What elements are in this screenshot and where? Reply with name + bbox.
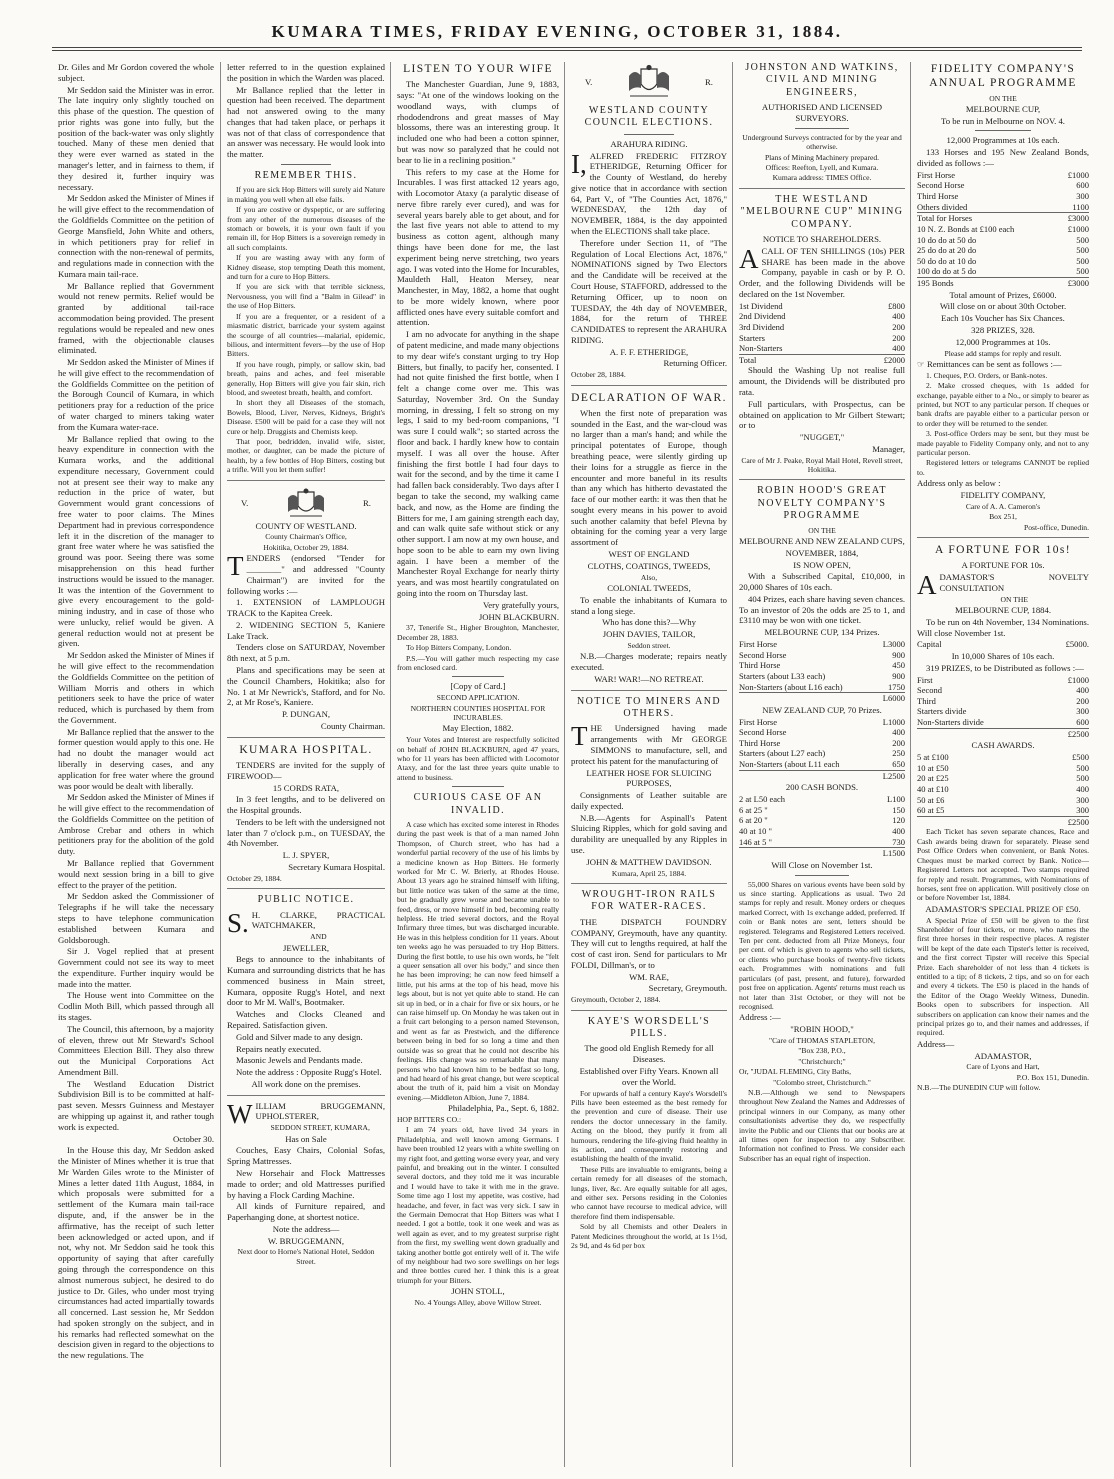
table-total-row: Total for Horses £3000: [917, 213, 1089, 224]
table-row: 10 at £50 500: [917, 762, 1089, 773]
report-paragraph: In the House this day, Mr Seddon asked the Minister of Mines whether it is true that Mr Warden Giles wrote to the Minister of Mines a letter dated 11th August, 1884, in which proposals were submitted for a settlement of the Kumara main tail-race dispute, and, if the answer be in the affirmative, has the receipt of such letter been acknowledged or acted upon, and if not, why not. Mr Seddon said he took this opportunity of saying that after carefully going through the correspondence on this almost numerous subject, he desired to do justice to Dr. Giles, who under most trying circumstances had acted impartially towards all concerned. Last session he, Mr Seddon had spoken strongly on the subject, and in his remarks had reflected somewhat on the descision given in regard to the objections to the new regulations. The: [58, 1145, 214, 1361]
county-office: County Chairman's Office,: [265, 532, 347, 542]
masthead-rule-2: [52, 50, 1082, 51]
arahura-body: Therefore under Section 11, of "The Regulation of Local Elections Act, 1876," NOMINATIONS signed by Two Electors and the Candidate will be received at the Court House, STAFFORD, addressed to the Returning Officer, up to noon on TUESDAY, the 4th day of NOVEMBER, 1884, for the return of THREE CANDIDATES to represent the ARAHURA RIDING.: [571, 237, 727, 345]
rails-title: WROUGHT-IRON RAILS FOR WATER-RACES.: [581, 888, 717, 913]
hospital-body: In 3 feet lengths, and to be delivered on the Hospital grounds.: [227, 794, 385, 816]
table-row: Non-Starters (about L16 each) 1750: [739, 681, 905, 692]
war-title: DECLARATION OF WAR.: [571, 391, 727, 404]
notice-date: October 28, 1884.: [571, 370, 626, 380]
johnston-subtitle: AUTHORISED AND LICENSED SURVEYORS.: [761, 102, 883, 123]
report-paragraph: Mr Seddon asked the Commissioner of Telegraphs if he will take the necessary steps to have telephone communication established between Kumara and Goldsborough.: [58, 891, 214, 945]
robin-open: IS NOW OPEN,: [793, 559, 851, 570]
davies-address: Seddon street.: [627, 640, 671, 650]
robin-nov: NOVEMBER, 1884,: [785, 547, 859, 558]
notice-date: Greymouth, October 2, 1884.: [571, 995, 661, 1005]
signature-title: Secretary, Greymouth.: [648, 983, 727, 994]
table-total-row: Total £2000: [739, 354, 905, 365]
pointing-hand-icon: ☞: [917, 359, 927, 369]
remit-item: 3. Post-office Orders may be sent, but they must be made payable to Fidelity Company only, and not to any particular person.: [917, 429, 1089, 458]
divider: [795, 128, 848, 129]
kaye-body: For upwards of half a century Kaye's Worsdell's Pills have been esteemed as the best remedy for the prevention and cure of disease. Their use renders the doctor unnecessary in the family. Acting on the blood, they purify it from all humours, rendering the life-giving fluid healthy in its action, and consequently restoring and establishing the health of the invalid.: [571, 1088, 727, 1164]
report-paragraph: Dr. Giles and Mr Gordon covered the whole subject.: [58, 62, 214, 83]
advert-paragraph: If you have rough, pimply, or sallow skin, bad breath, pains and aches, and feel miserable generally, Hop Bitters will give you fair skin, rich blood, and sweetest breath, health, and comfort.: [227, 359, 385, 397]
column-1: [52, 62, 220, 1467]
dateline: October 30.: [172, 1133, 214, 1144]
clarke-body: Gold and Silver made to any design.: [236, 1031, 363, 1042]
fidelity-title: FIDELITY COMPANY'S ANNUAL PROGRAMME: [929, 63, 1077, 90]
table-row: Third 200: [917, 695, 1089, 706]
table-row: 50 do do at 10 do 500: [917, 255, 1089, 266]
notice-date: Kumara, April 25, 1884.: [611, 868, 687, 878]
advert-paragraph: If you are wasting away with any form of Kidney disease, stop tempting Death this moment, and turn for a cure to Hop Bitters.: [227, 253, 385, 282]
clarke-premises: All work done on the premises.: [251, 1078, 361, 1089]
table-row: Starters (about L33 each) 900: [739, 670, 905, 681]
special-prize-title: ADAMASTOR'S SPECIAL PRIZE OF £50.: [925, 903, 1081, 914]
advert-paragraph: In short they all Diseases of the stomach, Bowels, Blood, Liver, Nerves, Kidneys, Bright's Disease. £500 will be paid for a case they will not cure or help. Druggists and Chemists keep.: [227, 398, 385, 436]
signature: L. J. SPYER,: [282, 850, 330, 861]
divider: [739, 188, 905, 189]
arahura-body: I,ALFRED FREDERIC FITZROY ETHERIDGE, Returning Officer for the County of Westland, do hereby give notice that in accordance with section 64, Part V., of "The Counties Act, 1876," WEDNESDAY, the 12th day of NOVEMBER, 1884, is the day appointed when the ELECTIONS shall take place.: [571, 148, 727, 237]
adamastor-name: ADAMASTOR,: [974, 1050, 1032, 1061]
letter-place-date: Philadelphia, Pa., Sept. 6, 1882.: [448, 1103, 559, 1114]
column-6: [910, 62, 1095, 1467]
table-row: Second 400: [917, 685, 1089, 696]
adamastor-address: P.O. Box 151, Dunedin.: [1016, 1072, 1089, 1082]
divider: [975, 130, 1030, 131]
adamastor-nb: N.B.—The DUNEDIN CUP will follow.: [917, 1083, 1041, 1093]
remit-item: 1. Cheques, P.O. Orders, or Bank-notes.: [926, 370, 1048, 380]
table-row: Third Horse 200: [739, 737, 905, 748]
call-body: ACALL OF TEN SHILLINGS (10s) PER SHARE has been made in the above Company, payable in cash or by P. O. Order, and the following Dividends will be declared on the 1st November.: [739, 243, 905, 299]
bruggemann-sale: Has on Sale: [285, 1133, 327, 1144]
war-goods: WEST OF ENGLAND: [608, 549, 690, 559]
bruggemann-body: Couches, Easy Chairs, Colonial Sofas, Spring Mattresses.: [227, 1145, 385, 1167]
johnston-offices: Offices: Reefton, Lyell, and Kumara.: [765, 162, 879, 172]
stamps-notice: Please add stamps for reply and result.: [944, 348, 1062, 358]
crest-letter-r: R.: [363, 498, 371, 509]
second-application: SECOND APPLICATION.: [436, 693, 520, 703]
table-row: First Horse £1000: [917, 169, 1089, 180]
close-notice: Will close on or about 30th October.: [939, 301, 1067, 312]
table-total-row: £2500: [917, 728, 1089, 739]
table-row: 2nd Dividend 400: [739, 311, 905, 322]
robin-nb: N.B.—Although we send to Newspapers throughout New Zealand the Names and Addresses of principal winners in our Company, as many other consultationists advertise they do, we respectfully invite the Public and our Clients that our books are at all times open for inspection to any Subscriber. Information not confined to Press. We consider each Subscriber has an equal right of inspection.: [739, 1087, 905, 1163]
election-date: May Election, 1882.: [442, 723, 514, 734]
johnston-title: JOHNSTON AND WATKINS, CIVIL AND MINING ENGINEERS,: [745, 62, 899, 98]
table-row: 40 at 10 " 400: [739, 825, 905, 836]
fidelity-address: Care of A. A. Cameron's: [965, 501, 1041, 511]
votes-text: Your Votes and Interest are respectfully solicited on behalf of JOHN BLACKBURN, aged 47 years, who for 11 years has been afflicted with Locomotor Ataxy, and for the last three years quite unable to attend to business.: [397, 735, 559, 782]
column-5: [732, 62, 911, 1467]
johnston-agent: Kumara address: TIMES Office.: [772, 173, 872, 183]
divider: [227, 480, 385, 481]
adamastor-address: Care of Lyons and Hart,: [966, 1062, 1040, 1072]
fidelity-address: Post-office, Dunedin.: [1023, 522, 1089, 532]
divider: [571, 1010, 727, 1011]
table-total-row: 195 Bonds £3000: [917, 278, 1089, 289]
column-4: [564, 62, 733, 1467]
table-row: Non-Starters (about L11 each 650: [739, 759, 905, 770]
bruggemann-address: Next door to Horne's National Hotel, Seddon Street.: [237, 1247, 375, 1266]
programmes-count: 12,000 Programmes at 10s.: [955, 336, 1051, 347]
divider: [624, 134, 674, 135]
robin-address: Or, "JUDAL FLEMING, City Baths,: [739, 1067, 851, 1077]
divider: [452, 786, 504, 787]
table-row: 50 at £6 300: [917, 794, 1089, 805]
hospital-body: Tenders to be left with the undersigned not later than 7 o'clock p.m., on TUESDAY, the 4th November.: [227, 816, 385, 849]
divider: [281, 164, 332, 165]
table-row: Second Horse 900: [739, 649, 905, 660]
westland-title: WESTLAND COUNTY COUNCIL ELECTIONS.: [584, 105, 714, 129]
coat-of-arms-icon: [284, 488, 328, 520]
table-row: Non-Starters divide 600: [917, 717, 1089, 728]
testimonial-paragraph: I am no advocate for anything in the shape of patent medicine, and made many objections to my dear wife's constant urging to try Hop Bitters, but finally, to pacify her, consented. I had not quite finished the first bottle, when I felt a change come over me. This was Saturday, November 3rd. On the Sunday morning, in dressing, I felt so strong on my legs, I said to my bed-room companions, "I was sure I could walk"; so started across the floor and back. I hardly knew how to contain myself. I was all over the house. After finishing the first bottle I had four days to wait for the second, and by the time it came I had fallen back considerably. Two days after I began to take the second, my walking came back, and now, as the Home are finding the Bitters for me, I am gaining strength each day, and can walk quite safe without stick or any other support. I am now at my own house, and hope soon to be able to earn my own living again. I have been a member of the Manchester Royal Exchange for nearly thirty years, and was most heartily congratulated on going into the room on Thursday last.: [397, 329, 559, 598]
adamastor-prizes: 319 PRIZES, to be Distributed as follows :—: [926, 662, 1084, 673]
table-row: Starters (about L27 each) 250: [739, 748, 905, 759]
divider: [795, 875, 848, 876]
war-goods: COLONIAL TWEEDS,: [607, 582, 691, 593]
postscript: P.S.—You will gather much respecting my case from enclosed card.: [397, 653, 559, 672]
war-also: Also,: [640, 572, 658, 582]
table-row: 60 at £5 300: [917, 805, 1089, 816]
kaye-body: These Pills are invaluable to emigrants, being a certain remedy for all diseases of the stomach, lungs, liver, &c. Are equally suitable for all ages, and either sex. Persons residing in the Colonies who cannot have recourse to medical advice, will therefore find them indispensable.: [571, 1164, 727, 1221]
closing: Very gratefully yours,: [483, 599, 559, 610]
table-row: Second Horse 400: [739, 727, 905, 738]
fortune-title: A FORTUNE FOR 10s!: [934, 544, 1071, 557]
robin-cups: MELBOURNE AND NEW ZEALAND CUPS,: [739, 536, 905, 547]
nugget-address: Care of Mr J. Peake, Royal Mail Hotel, Revell street, Hokitika.: [741, 455, 903, 475]
table-row: 5 at £100 £500: [917, 752, 1089, 763]
robin-address: "Care of THOMAS STAPLETON,: [769, 1035, 875, 1045]
table-row: First Horse L3000: [739, 639, 905, 650]
table-total-row: L2500: [739, 770, 905, 781]
war-body: To enable the inhabitants of Kumara to stand a long siege.: [571, 594, 727, 616]
signature-address: 37, Tenerife St., Higher Broughton, Manchester, December 28, 1883.: [397, 623, 559, 642]
address-label: Address only as below :: [917, 478, 1001, 489]
table-row: 100 do do at 5 do 500: [917, 266, 1089, 277]
prizes-total: Total amount of Prizes, £6000.: [949, 289, 1057, 300]
miners-body: THE Undersigned having made arrangements with Mr GEORGE SIMMONS to manufacture, sell, and protect his patent for the manufacturing of: [571, 721, 727, 766]
kaye-tagline: The good old English Remedy for all Diseases.: [584, 1043, 714, 1065]
war-who: Who has done this?—Why: [602, 617, 696, 628]
hospital-qty: 15 CORDS RATA,: [272, 782, 340, 793]
fidelity-run: To be run in Melbourne on NOV. 4.: [941, 115, 1065, 126]
washing-body: Should the Washing Up not realise full amount, the Dividends will be distributed pro rata.: [739, 365, 905, 397]
divider: [571, 883, 727, 884]
prizes-count: 328 PRIZES, 328.: [971, 325, 1035, 336]
table-row: Others divided 1100: [917, 201, 1089, 212]
royal-crest: [227, 486, 385, 520]
addressee: To Hop Bitters Company, London.: [406, 643, 512, 653]
leather-hose: LEATHER HOSE FOR SLUICING PURPOSES,: [586, 767, 712, 789]
report-paragraph: Mr Ballance replied that Government would not renew permits. Relief would be granted by additional tail-race accommodation being provided. The present regulations would be repealed and new ones framed, with the objectionable clauses eliminated.: [58, 280, 214, 356]
war-body: When the first note of preparation was sounded in the East, and the war-cloud was no larger than a man's hand; and while the principal potentates of Europe, though breathing peace, were silently girding up their loins for a struggle as fierce in the encounter and more baneful in its results than any which has hitherto devastated the face of our mother earth: it was then that he sought every means in his power to avoid such another calamity that befel Plevna by obtaining for the coming year a very large assortment of: [571, 407, 727, 548]
hose-body: Consignments of Leather suitable are daily expected.: [571, 790, 727, 811]
davies-nb: N.B.—Charges moderate; repairs neatly executed.: [571, 651, 727, 673]
testimonial-paragraph: The Manchester Guardian, June 9, 1883, says: "At one of the windows looking on the woodland ways, with clumps of rhododendrons and great masses of May blossoms, there was an interesting group. It included one who had been a cotton spinner, but was now so paralyzed that he could not bear to lie in a reclining position.": [397, 79, 559, 165]
remit-item: 2. Make crossed cheques, with 1s added for exchange, payable either to a No., or simply to bearer as printed, but NOT to any particular person. If cheques or bank drafts are payable either to a particular person or to order they will be returned to the sender.: [917, 381, 1089, 428]
nugget-title: Manager,: [872, 443, 905, 454]
cash-awards-table: [917, 752, 1089, 827]
listen-title: LISTEN TO YOUR WIFE: [403, 63, 553, 75]
clarke-and: AND: [310, 932, 327, 942]
robin-on: ON THE: [808, 525, 836, 535]
report-paragraph: Mr Ballance replied that Government would next session bring in a bill to give effect to the prayer of the petition.: [58, 858, 214, 890]
bruggemann-body: All kinds of Furniture repaired, and Paperhanging done, at shortest notice.: [227, 1201, 385, 1223]
royal-crest: [571, 62, 727, 100]
bruggemann-street: SEDDON STREET, KUMARA,: [270, 1123, 370, 1133]
hospital-notice: TENDERS are invited for the supply of FIREWOOD—: [227, 759, 385, 781]
table-row: 20 at £25 500: [917, 773, 1089, 784]
adamastor-run: To be run on 4th November, 134 Nominations. Will close November 1st.: [917, 616, 1089, 638]
dividends-table: [739, 301, 905, 366]
advert-paragraph: That poor, bedridden, invalid wife, sister, mother, or daughter, can be made the picture of health, by a few bottles of Hop Bitters, costing but a trifle. Will you let them suffer!: [227, 436, 385, 475]
miners-title: NOTICE TO MINERS AND OTHERS.: [576, 695, 722, 720]
signature: JOHN BLACKBURN.: [478, 611, 559, 622]
signature: W. BRUGGEMANN,: [267, 1235, 345, 1246]
curious-title: CURIOUS CASE OF AN INVALID.: [413, 792, 543, 816]
report-paragraph: Mr Seddon asked the Minister of Mines if he will give effect to the recommendation of the Goldfields Committee on the petition of George Mansfield, John White and others, in which petitioners pray for relief in connection with the non-renewal of permits, and regulations made in connection with the Kumara main tail-race.: [58, 193, 214, 279]
table-row: 25 do do at 20 do 500: [917, 245, 1089, 256]
report-paragraph: The House went into Committee on the Codlin Moth Bill, which passed through all its stages.: [58, 990, 214, 1022]
tenders-close: Plans and specifications may be seen at the Council Chambers, Hokitika; also for No. 1 at Mr Newrick's, Stafford, and for No. 2, at Mr Rose's, Kaniere.: [227, 665, 385, 708]
hospital-name: NORTHERN COUNTIES HOSPITAL FOR INCURABLES.: [410, 703, 546, 722]
fortune-subtitle: A FORTUNE FOR 10s.: [961, 560, 1045, 571]
nugget-name: "NUGGET,": [799, 432, 845, 443]
robin-capital: With a Subscribed Capital, £10,000, in 20,000 Shares of 10s each.: [739, 571, 905, 593]
remit-item: Registered letters or telegrams CANNOT be replied to.: [917, 458, 1089, 477]
table-row: 40 at £10 400: [917, 783, 1089, 794]
clarke-body: Repairs neatly executed.: [236, 1043, 322, 1054]
cash-bonds-head: 200 CASH BONDS.: [785, 782, 859, 793]
clarke-body: Masonic Jewels and Pendants made.: [236, 1055, 363, 1066]
report-paragraph: The Westland Education District Subdivision Bill is to be committed at half-past seven. Messrs Guinness and Mestayer are whipping up against it, and rather tough work is expected.: [58, 1078, 214, 1132]
advert-paragraph: If you are sick Hop Bitters will surely aid Nature in making you well when all else fails.: [227, 185, 385, 204]
column-2: [220, 62, 391, 1467]
signature: JOHN STOLL,: [451, 1286, 505, 1297]
kaye-title: KAYE'S WORSDELL'S PILLS.: [587, 1015, 711, 1040]
divider: [227, 888, 385, 889]
adamastor-on: ON THE: [1000, 594, 1028, 604]
arahura-riding: ARAHURA RIDING.: [610, 138, 688, 149]
adamastor-table: [917, 675, 1089, 740]
table-row: First Horse L1000: [739, 716, 905, 727]
divider: [917, 537, 1089, 538]
remember-title: REMEMBER THIS.: [254, 170, 358, 182]
divider: [227, 1095, 385, 1096]
shareholders-notice: NOTICE TO SHAREHOLDERS.: [762, 233, 882, 244]
divider: [739, 479, 905, 480]
testimonial-paragraph: This refers to my case at the Home for Incurables. I was first attacked 12 years ago, with Locomotor Ataxy (a paralytic disease of nerve fibre rarely ever cured), and was for several years barely able to get about, and for the last five years not able to attend to my business as cotton agent, although many things have been done for me, the last experiment being nerve stretching, two years ago. I was voted into the Home for Incurables, Mauldeth Hall, Heaton Mersey, near Manchester, in May, 1882, a home that ought to be more widely known, where poor afflicted ones have every suitable comfort and attention.: [397, 166, 559, 328]
letter-body: I am 74 years old, have lived 34 years in Philadelphia, and well known among Germans. I have been troubled 12 years with a white swelling on my right foot, and getting worse every year, and very painful, and breaking out in the winter. I consulted several doctors, and they told me it was incurable and I would have to take it with me in the grave. Some time ago I lost my appetite, was costive, had headache, and fever, in fact was very sick. I saw in the Germain Democrat that Hop Bitters was what I needed. I got a bottle, took it one week and was as well again as ever, and to my greatest surprise right from the first, my swelling went down gradually and taking another bottle got entirely well of it. The wife of my neighbour had two sore swellings on her legs and three bottles cured her. I think this is a great triumph for your Bitters.: [397, 1125, 559, 1285]
card-copy: [Copy of Card.]: [450, 681, 506, 692]
table-row: 10 N. Z. Bonds at £100 each £1000: [917, 223, 1089, 234]
adamastor-body: Each Ticket has seven separate chances, Race and Cash awards being drawn for separately. Please send Post Office Orders when convenient, or Bank Notes. Cheques must be marked correct by Bank. Notice—Registered Letters not accepted. Two stamps required for reply and result. Programmes, with Nominations of horses, sent free on application. Will positively close on or before November 1st, 1884.: [917, 827, 1089, 903]
masthead: KUMARA TIMES, FRIDAY EVENING, OCTOBER 31, 1884.: [271, 22, 843, 41]
letter-addressee: HOP BITTERS CO.:: [397, 1114, 462, 1124]
robin-address: "Christchurch;": [798, 1056, 846, 1066]
table-row: 2 at L50 each L100: [739, 794, 905, 805]
divider: [571, 690, 727, 691]
report-paragraph: Mr Seddon asked the Minister of Mines if he will give effect to the recommendation of the Goldfields Committee on the petition of the Borough Council of Kumara, in which petitioners pray for a reduction of the price of water charged to miners taking water from the Kumara water-race.: [58, 357, 214, 432]
table-row: First £1000: [917, 674, 1089, 685]
advert-paragraph: If you are sick with that terrible sickness, Nervousness, you will find a "Balm in Gilead" in the use of Hop Bitters.: [227, 282, 385, 311]
table-row: Non-Starters 400: [739, 343, 905, 354]
table-row: Capital £5000.: [917, 639, 1089, 650]
signature: P. DUNGAN,: [281, 709, 331, 720]
advert-paragraph: If you are a frequenter, or a resident of a miasmatic district, barricade your system against the scourge of all countries—malarial, epidemic, bilious, and intermittent fevers—by the use of Hop Bitters.: [227, 311, 385, 359]
table-row: 146 at 5 " 730: [739, 836, 905, 847]
parliament-report: [52, 62, 220, 1361]
signature: JOHN & MATTHEW DAVIDSON.: [586, 856, 712, 867]
report-paragraph: Mr Seddon said the Minister was in error. The late inquiry only slightly touched on this phase of the question. The question of prior rights was gone into fully, but the position of the back-water was only slightly touched. Many of these men denied that they were ever warned as stated in the manager's letter, and in fairness to them, if they desired it, further inquiry was necessary.: [58, 84, 214, 192]
table-row: 3rd Dividend 200: [739, 321, 905, 332]
robin-address: "Box 238, P.O.,: [798, 1046, 846, 1056]
divider: [227, 737, 385, 738]
masthead-rule: [52, 47, 1082, 48]
notice-date: October 29, 1884.: [227, 873, 282, 883]
divider: [452, 676, 504, 677]
bruggemann-body: New Horsehair and Flock Mattresses made to order; and old Mattresses purified by having a Flock Carding Machine.: [227, 1168, 385, 1200]
advert-paragraph: If you are costive or dyspeptic, or are suffering from any other of the numerous diseases of the stomach or bowels, it is your own fault if you remain ill, for Hop Bitters is a sovereign remedy in all such complaints.: [227, 205, 385, 252]
table-row: 6 at 25 " 150: [739, 804, 905, 815]
table-row: 10 do do at 50 do 500: [917, 234, 1089, 245]
report-paragraph: Mr Seddon asked the Minister of Mines if he will give effect to the recommendation the Goldfields Committee on the petition of William Morris and others in which petitioners seek to have the price of water reduced, which is purchased by them from the Government.: [58, 650, 214, 725]
war-goods: CLOTHS, COATINGS, TWEEDS,: [587, 560, 711, 571]
melb-cup-head: MELBOURNE CUP, 134 Prizes.: [764, 627, 880, 638]
clarke-address: Note the address : Opposite Rugg's Hotel.: [236, 1067, 382, 1078]
coat-of-arms-icon: [625, 64, 673, 100]
report-continued: Mr Ballance replied that the letter in question had been received. The department had not answered owing to the many changes that had taken place, or perhaps it was not of that class of correspondence that an answer was necessary. He would look into the matter.: [227, 84, 385, 160]
report-continued: letter referred to in the question explained the position in which the Warden was placed.: [227, 62, 385, 83]
fidelity-horses: 133 Horses and 195 New Zealand Bonds, divided as follows :—: [917, 147, 1089, 169]
crest-letter-r: R.: [705, 76, 713, 87]
melb-company-title: THE WESTLAND "MELBOURNE CUP" MINING COMPANY.: [740, 193, 904, 230]
county-title: COUNTY OF WESTLAND.: [255, 520, 357, 531]
report-paragraph: The Council, this afternoon, by a majority of eleven, threw out Mr Steward's School Committees Election Bill. They also threw out the Municipal Corporations Act Amendment Bill.: [58, 1023, 214, 1077]
report-paragraph: Mr Ballance replied that the answer to the former question would apply to this one. He had no doubt the manager would act liberally in deserving cases, and any application for free water where the ground was poor would be dealt with liberally.: [58, 726, 214, 791]
adamastor-title: ADAMASTOR'S NOVELTY CONSULTATION: [917, 570, 1089, 601]
table-row: Third Horse 300: [917, 191, 1089, 202]
public-notice-title: PUBLIC NOTICE.: [257, 894, 355, 906]
nz-cup-head: NEW ZEALAND CUP, 70 Prizes.: [762, 704, 882, 715]
davies-name: JOHN DAVIES, TAILOR,: [602, 629, 696, 640]
johnston-body: Plans of Mining Machinery prepared.: [764, 152, 880, 162]
tenders-close: Tenders close on SATURDAY, November 8th next, at 5 p.m.: [227, 642, 385, 664]
table-row: Starters 200: [739, 332, 905, 343]
address-label: Address—: [917, 1038, 955, 1049]
melb-cup-table: [739, 639, 905, 704]
adamastor-shares: In 10,000 Shares of 10s each.: [951, 651, 1055, 661]
voucher-chances: Each 10s Voucher has Six Chances.: [941, 313, 1065, 324]
hose-nb: N.B.—Agents for Aspinall's Patent Sluicing Ripples, which for gold saving and durability are unequalled by any Ripples in use.: [571, 812, 727, 855]
table-total-row: L1500: [739, 848, 905, 859]
nz-cup-table: [739, 717, 905, 782]
fidelity-programmes: 12,000 Programmes at 10s each.: [946, 135, 1060, 146]
signature-address: No. 4 Youngs Alley, above Willow Street.: [414, 1298, 542, 1307]
table-row: Third Horse 450: [739, 660, 905, 671]
works-item: 2. WIDENING SECTION 5, Kaniere Lake Track.: [227, 619, 385, 641]
kaye-tagline: Established over Fifty Years. Known all over the World.: [579, 1065, 719, 1087]
robin-prizes: 404 Prizes, each share having seven chances. To an investor of 20s the odds are 25 to 1, and £3110 may be won with one ticket.: [739, 593, 905, 626]
capital-table: [917, 639, 1089, 650]
close-notice: Will Close on November 1st.: [771, 859, 873, 870]
adamastor-cup: MELBOURNE CUP, 1884.: [954, 605, 1052, 616]
clarke-body: Begs to announce to the inhabitants of Kumara and surrounding districts that he has commenced business in Main street, Kumara, opposite Rugg's Hotel, and next door to Mr M. Wall's, Bootmaker.: [227, 954, 385, 1008]
report-paragraph: Sir J. Vogel replied that at present Government could not see its way to meet the expenditure. Further inquiry would be made into the matter.: [58, 946, 214, 989]
fidelity-name: FIDELITY COMPANY,: [960, 490, 1046, 501]
report-paragraph: Mr Ballance replied that owing to the heavy expenditure in connection with the Kumara works, and the additional expenditure necessary, Government could not at present see their way to make any reduction in the price of water, but Government would grant concessions of free water to poor claims. The Mines Department had in previous correspondence left it in the discretion of the manager to grant free water where he was satisfied the ground was poor. Seeing there was some misapprehension on this head further instructions would be issued to the manager. It was the intention of the Government to give every encouragement to the gold-mining industry, and in case of those who were unlucky, relief would be given. A general reduction would not at present be given.: [58, 433, 214, 649]
table-row: Second Horse 600: [917, 180, 1089, 191]
table-row: 6 at 20 " 120: [739, 815, 905, 826]
signature-title: Returning Officer.: [663, 358, 727, 369]
hospital-title: KUMARA HOSPITAL.: [239, 743, 373, 756]
robin-title: ROBIN HOOD'S GREAT NOVELTY COMPANY'S PROGRAMME: [757, 485, 887, 522]
special-prize-body: A Special Prize of £50 will be given to the first Shareholder of four tickets, or more, who names the first three horses in their respective places. A register will be kept of the date each Tipster's letter is received, and the first correct Tipster will receive this Special Prize. Each shareholder of not less than 4 tickets is entitled to a tip; of 8 tickets, 2 tips, and so on for each and every 4 tickets. The £50 is placed in the hands of the Editor of the Otago Weekly Witness, Dunedin. Books open to subscribers for inspection. All subscribers on application can know their names and the principal prizes go to, and their names and addresses, if required.: [917, 915, 1089, 1038]
divider: [571, 385, 727, 386]
signature: A. F. F. ETHERIDGE,: [609, 346, 689, 357]
column-3: [390, 62, 565, 1467]
clarke-title: S.H. CLARKE, PRACTICAL WATCHMAKER,: [227, 907, 385, 938]
table-total-row: L6000: [739, 693, 905, 704]
war-retreat: WAR! WAR!—NO RETREAT.: [594, 673, 704, 684]
table-row: Starters divide 300: [917, 706, 1089, 717]
table-total-row: £2500: [917, 816, 1089, 827]
bruggemann-title: WILLIAM BRUGGEMANN, UPHOLSTERER,: [227, 1098, 385, 1129]
kaye-sold: Sold by all Chemists and other Dealers in Patent Medicines throughout the world, at 1s 1½d, 2s 9d, and 4s 6d per box: [571, 1222, 727, 1251]
remit-notice: ☞ Remittances can be sent as follows :—: [917, 359, 1062, 369]
address-label: Address :—: [739, 1012, 781, 1023]
johnston-body: Underground Surveys contracted for by the year and otherwise.: [742, 132, 902, 152]
tenders-notice: TENDERS (endorsed "Tender for ________" and addressed "County Chairman") are invited for the following works :—: [227, 551, 385, 596]
clarke-jeweller: JEWELLER,: [282, 942, 330, 953]
signature: WM. RAE,: [629, 971, 669, 982]
newspaper-columns: [52, 62, 1094, 1467]
crest-letter-v: V.: [585, 76, 593, 87]
horses-table: [917, 170, 1089, 224]
cash-bonds-table: [739, 794, 905, 859]
robin-name: "ROBIN HOOD,": [790, 1024, 854, 1035]
table-row: 1st Dividend £800: [739, 300, 905, 311]
bonds-table: [917, 224, 1089, 289]
signature-title: County Chairman.: [320, 720, 385, 731]
note-address: Note the address—: [272, 1223, 340, 1234]
shares-body: 55,000 Shares on various events have been sold by us since starting. Applications as usual. Two 2d stamps for reply and result. Money orders or cheques marked Correct, with 1s exchange added, preferred. If coin or Bank notes are sent, letters should be registered. Telegrams and Registered Letters received. Ten per cent. deducted from all Prize Moneys, four per cent. of which is given to agents who sell tickets, or clients who purchase books of twenty-five tickets each. Programmes with nominations and full particulars (of past, present, and future), forwarded post free on application. Agents' returns must reach us not later than 31st October, or they will not be recognised.: [739, 879, 905, 1011]
fidelity-address: Box 251,: [989, 512, 1017, 522]
works-item: 1. EXTENSION of LAMPLOUGH TRACK to the Kapitea Creek.: [227, 597, 385, 619]
robin-address: "Colombo street, Christchurch.": [773, 1077, 871, 1087]
fidelity-on: ON THE: [989, 93, 1017, 103]
crest-letter-v: V.: [241, 498, 249, 509]
curious-body: A case which has excited some interest in Rhodes during the past week is that of a man named John Thompson, of Church street, who has had a wonderful partial recovery of the use of his limbs by a medicine known as Hop Bitters. He formerly worked for Mr C. W. Brierly, at Rhodes House. About 13 years ago he strained himself with lifting, but little notice was taken of the same at the time, but he gradually grew worse and became unable to feed, dress, or move himself in bed, becoming really helpless. He tried several doctors, and the Royal Infirmary three times, but was discharged incurable. He was in this helpless condition for 11 years. About ten weeks ago he was persuaded to try Hop Bitters. During the first bottle, to use his own words, he "felt a queer sensation all over his body," and since then he has been improving; he can now feed himself a little, put his arms at the top of his head, move his legs about, but is not yet quite able to stand. He can sit up in bed, or in a chair for five or six hours, or he can raise himself up. On Monday he was taken out in a fruit cart belonging to a person named Stevenson, and went as far as Prestwich, and the difference between being in bed for so long a time and then outside was so great that he could not describe his feelings. His change was so remarkable that many persons who had known him to be bedfast so long, and had heard of his great change, but were sceptical about the truth of it, paid him a visit on Monday evening.—Middleton Albion, June 7, 1884.: [397, 819, 559, 1102]
washing-body: Full particulars, with Prospectus, can be obtained on application to Mr Gilbert Stewart; or to: [739, 398, 905, 431]
cash-awards-head: CASH AWARDS.: [971, 740, 1035, 751]
clarke-body: Watches and Clocks Cleaned and Repaired. Satisfaction given.: [227, 1009, 385, 1030]
hop-bitters-advert: [227, 185, 385, 474]
report-paragraph: Mr Seddon asked the Minister of Mines if he will give effect to the recommendation of the Goldfields Committee on the petition of Ambrose Crebar and others in which petitioners pray for the abolition of the gold duty.: [58, 792, 214, 857]
fidelity-cup: MELBOURNE CUP,: [965, 103, 1041, 114]
foundry-body: THE DISPATCH FOUNDRY COMPANY, Greymouth, have any quantity. They will cut to lengths required, at half the cost of cast iron. Send for particulars to Mr FOLDI, Dillman's, or to: [571, 916, 727, 970]
signature-title: Secretary Kumara Hospital.: [288, 861, 385, 872]
county-date: Hokitika, October 29, 1884.: [263, 542, 349, 552]
